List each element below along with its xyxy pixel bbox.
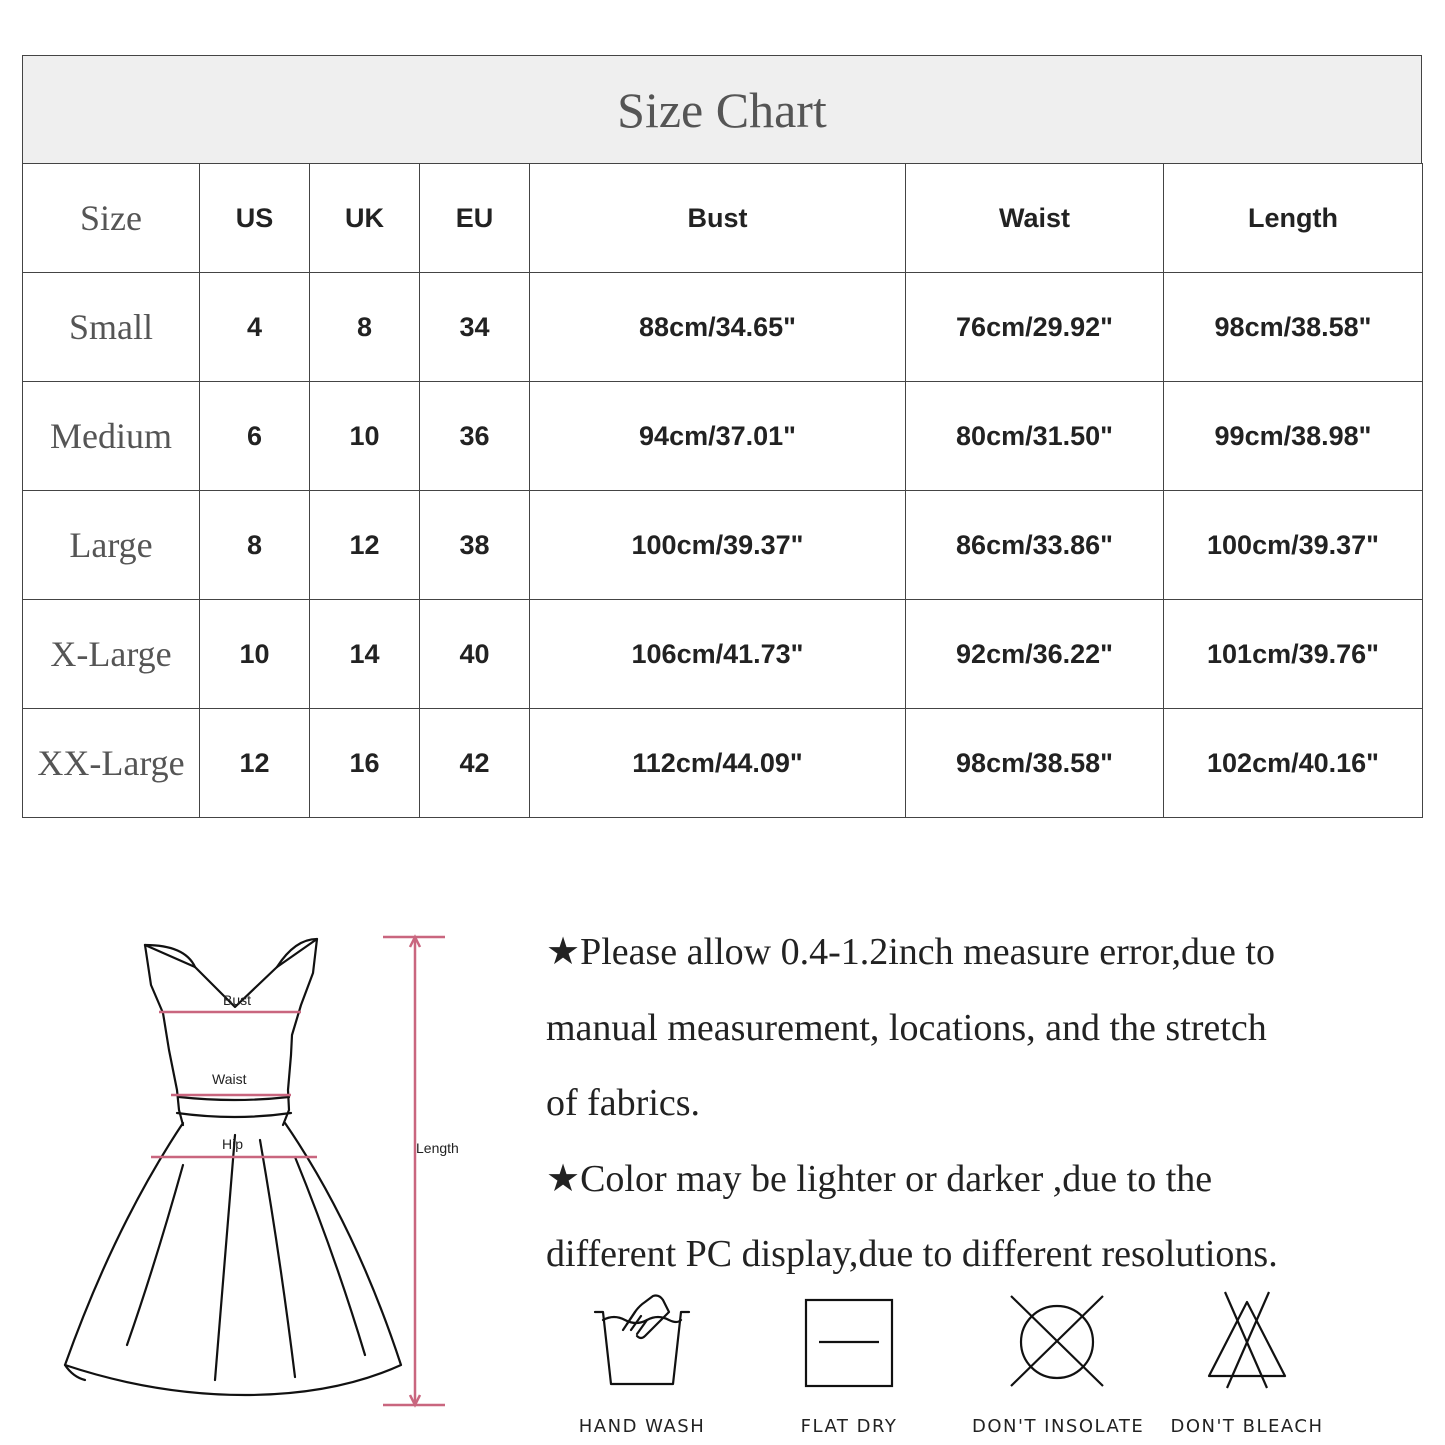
table-cell: 8: [200, 491, 310, 600]
column-header-bust: Bust: [530, 164, 906, 273]
care-hand-wash: [557, 1290, 727, 1437]
size-name-cell: X-Large: [23, 600, 200, 709]
table-cell: 34: [420, 273, 530, 382]
table-header-row: [23, 164, 1423, 273]
note-line: ★Please allow 0.4-1.2inch measure error,due to: [546, 931, 1275, 973]
length-label: Length: [416, 1140, 459, 1156]
size-name-cell: Medium: [23, 382, 200, 491]
dont-bleach-icon: [1197, 1290, 1297, 1390]
table-cell: 4: [200, 273, 310, 382]
table-cell: 14: [310, 600, 420, 709]
flat-dry-label: FLAT DRY: [800, 1416, 898, 1437]
table-row: [23, 709, 1423, 818]
table-cell: 92cm/36.22": [906, 600, 1164, 709]
size-chart-title: Size Chart: [22, 55, 1422, 163]
table-cell: 12: [310, 491, 420, 600]
table-cell: 88cm/34.65": [530, 273, 906, 382]
column-header-uk: UK: [310, 164, 420, 273]
table-cell: 106cm/41.73": [530, 600, 906, 709]
table-cell: 112cm/44.09": [530, 709, 906, 818]
notes: [546, 915, 1426, 1293]
bust-label: Bust: [223, 992, 252, 1008]
table-row: [23, 600, 1423, 709]
table-cell: 86cm/33.86": [906, 491, 1164, 600]
table-cell: 98cm/38.58": [906, 709, 1164, 818]
size-table: [22, 163, 1423, 818]
table-cell: 16: [310, 709, 420, 818]
table-cell: 99cm/38.98": [1164, 382, 1423, 491]
table-cell: 94cm/37.01": [530, 382, 906, 491]
table-cell: 40: [420, 600, 530, 709]
dont-insolate-icon: [1005, 1290, 1109, 1390]
table-cell: 6: [200, 382, 310, 491]
hand-wash-icon: [587, 1290, 697, 1390]
table-cell: 10: [200, 600, 310, 709]
size-name-cell: Large: [23, 491, 200, 600]
size-name-cell: Small: [23, 273, 200, 382]
note-line: of fabrics.: [546, 1082, 701, 1124]
column-header-size: Size: [23, 164, 200, 273]
hip-label: Hip: [222, 1136, 244, 1152]
table-cell: 10: [310, 382, 420, 491]
waist-label: Waist: [212, 1071, 247, 1087]
column-header-us: US: [200, 164, 310, 273]
measure-lines: [151, 937, 445, 1405]
size-chart: [22, 55, 1422, 818]
care-dont-insolate: [972, 1290, 1145, 1437]
table-cell: 12: [200, 709, 310, 818]
column-header-waist: Waist: [906, 164, 1164, 273]
table-cell: 76cm/29.92": [906, 273, 1164, 382]
care-flat-dry: [764, 1290, 934, 1437]
table-cell: 38: [420, 491, 530, 600]
table-cell: 101cm/39.76": [1164, 600, 1423, 709]
table-cell: 8: [310, 273, 420, 382]
table-row: [23, 382, 1423, 491]
table-cell: 100cm/39.37": [530, 491, 906, 600]
note-line: manual measurement, locations, and the stretch: [546, 1006, 1267, 1049]
column-header-eu: EU: [420, 164, 530, 273]
flat-dry-icon: [799, 1290, 899, 1390]
table-cell: 42: [420, 709, 530, 818]
table-row: [23, 491, 1423, 600]
column-header-length: Length: [1164, 164, 1423, 273]
note-line: different PC display,due to different resolutions.: [546, 1233, 1278, 1275]
size-name-cell: XX-Large: [23, 709, 200, 818]
hand-wash-label: HAND WASH: [578, 1416, 706, 1437]
table-row: [23, 273, 1423, 382]
dont-bleach-label: DON'T BLEACH: [1170, 1416, 1324, 1437]
table-cell: 98cm/38.58": [1164, 273, 1423, 382]
table-cell: 36: [420, 382, 530, 491]
dress-diagram: [55, 925, 475, 1415]
care-dont-bleach: [1162, 1290, 1332, 1437]
note-line: ★Color may be lighter or darker ,due to the: [546, 1157, 1213, 1200]
table-cell: 100cm/39.37": [1164, 491, 1423, 600]
table-cell: 80cm/31.50": [906, 382, 1164, 491]
table-cell: 102cm/40.16": [1164, 709, 1423, 818]
dont-insolate-label: DON'T INSOLATE: [972, 1416, 1145, 1437]
